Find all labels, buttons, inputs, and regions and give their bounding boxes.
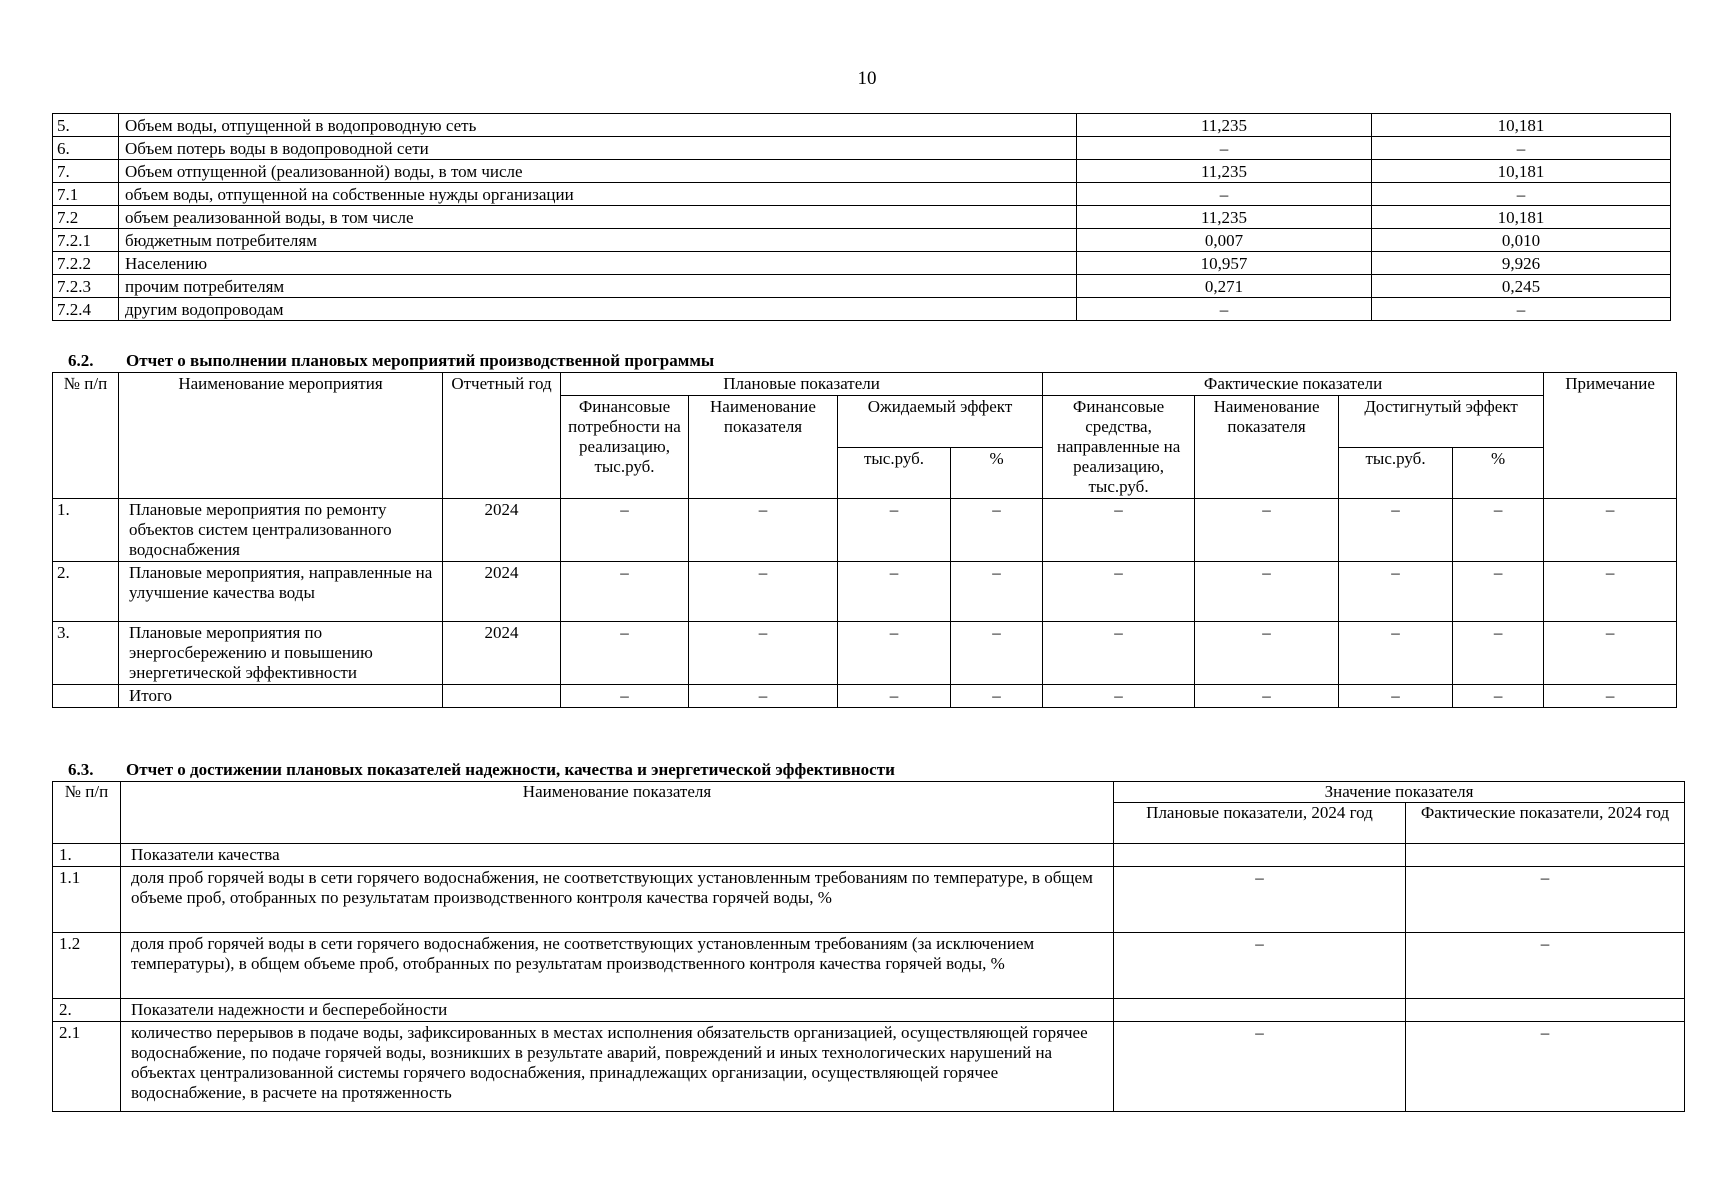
value-cell: –	[689, 622, 838, 685]
total-value-cell: –	[1339, 685, 1453, 708]
table-row	[53, 206, 1671, 229]
measure-name: Плановые мероприятия, направленные на улучшение качества воды	[119, 562, 443, 622]
fact-value: 9,926	[1372, 252, 1671, 275]
plan-value	[1114, 844, 1406, 867]
value-cell: –	[1339, 562, 1453, 622]
header-fact-effect: Достигнутый эффект	[1339, 396, 1544, 448]
plan-value: –	[1077, 183, 1372, 206]
value-cell: –	[951, 562, 1043, 622]
row-number: 1.	[53, 844, 121, 867]
table-row	[53, 622, 1677, 685]
indicator-name: Показатели качества	[121, 844, 1114, 867]
report-year: 2024	[443, 622, 561, 685]
section-title: Отчет о выполнении плановых мероприятий производственной программы	[126, 351, 715, 370]
value-cell: –	[689, 499, 838, 562]
row-number: 7.2	[53, 206, 119, 229]
row-name: Объем отпущенной (реализованной) воды, в том числе	[119, 160, 1077, 183]
value-cell: –	[838, 499, 951, 562]
report-year: 2024	[443, 499, 561, 562]
header-note: Примечание	[1544, 373, 1677, 499]
indicator-name: количество перерывов в подаче воды, зафиксированных в местах исполнения обязательств организацией, осуществляющей горячее водоснабжение, по подаче горячей воды, возникших в результате аварий, повреждений и иных технологических нарушений на объектах централизованной системы горячего водоснабжения, принадлежащих организации, осуществляющей горячее водоснабжение, в расчете на протяженность	[121, 1022, 1114, 1112]
header-measure-name: Наименование мероприятия	[119, 373, 443, 499]
header-plan-fin: Финансовые потребности на реализацию, тыс.руб.	[561, 396, 689, 499]
table-row	[53, 114, 1671, 137]
value-cell: –	[561, 622, 689, 685]
total-value-cell: –	[1195, 685, 1339, 708]
plan-value	[1114, 999, 1406, 1022]
row-name: объем реализованной воды, в том числе	[119, 206, 1077, 229]
water-volume-table	[52, 113, 1671, 321]
value-cell: –	[689, 562, 838, 622]
measure-name: Плановые мероприятия по ремонту объектов систем централизованного водоснабжения	[119, 499, 443, 562]
table-row	[53, 160, 1671, 183]
total-value-cell: –	[561, 685, 689, 708]
row-number: 1.2	[53, 933, 121, 999]
report-year	[443, 685, 561, 708]
total-value-cell: –	[951, 685, 1043, 708]
header-plan-effect: Ожидаемый эффект	[838, 396, 1043, 448]
fact-value	[1406, 844, 1685, 867]
planned-measures-table	[52, 372, 1677, 708]
indicator-name: Показатели надежности и бесперебойности	[121, 999, 1114, 1022]
table-row	[53, 183, 1671, 206]
fact-value: 10,181	[1372, 160, 1671, 183]
table-row	[53, 499, 1677, 562]
table-row	[53, 298, 1671, 321]
indicators-table	[52, 781, 1685, 1112]
value-cell: –	[838, 622, 951, 685]
fact-value: 0,010	[1372, 229, 1671, 252]
row-number: 6.	[53, 137, 119, 160]
header-fact-thous-rub: тыс.руб.	[1339, 447, 1453, 499]
value-cell: –	[1544, 499, 1677, 562]
plan-value: –	[1077, 137, 1372, 160]
indicator-name: доля проб горячей воды в сети горячего водоснабжения, не соответствующих установленным требованиям (за исключением температуры), в общем объеме проб, отобранных по результатам производственного контроля качества горячей воды, %	[121, 933, 1114, 999]
row-number: 2.1	[53, 1022, 121, 1112]
section-number: 6.3.	[68, 760, 94, 779]
value-cell: –	[1195, 562, 1339, 622]
header-fact-2024: Фактические показатели, 2024 год	[1406, 803, 1685, 844]
fact-value: 0,245	[1372, 275, 1671, 298]
value-cell: –	[1453, 499, 1544, 562]
total-value-cell: –	[1453, 685, 1544, 708]
row-name: другим водопроводам	[119, 298, 1077, 321]
table-row	[53, 844, 1685, 867]
indicator-name: доля проб горячей воды в сети горячего водоснабжения, не соответствующих установленным требованиям по температуре, в общем объеме проб, отобранных по результатам производственного контроля качества горячей воды, %	[121, 867, 1114, 933]
row-name: прочим потребителям	[119, 275, 1077, 298]
fact-value: 10,181	[1372, 206, 1671, 229]
header-plan-indicator: Наименование показателя	[689, 396, 838, 499]
header-plan-group: Плановые показатели	[561, 373, 1043, 396]
total-value-cell: –	[689, 685, 838, 708]
header-report-year: Отчетный год	[443, 373, 561, 499]
header-num: № п/п	[53, 373, 119, 499]
total-value-cell: –	[1043, 685, 1195, 708]
row-number: 2.	[53, 562, 119, 622]
table-row	[53, 252, 1671, 275]
row-number: 5.	[53, 114, 119, 137]
header-fact-fin: Финансовые средства, направленные на реализацию, тыс.руб.	[1043, 396, 1195, 499]
row-name: бюджетным потребителям	[119, 229, 1077, 252]
plan-value: –	[1114, 1022, 1406, 1112]
value-cell: –	[1043, 562, 1195, 622]
table-row	[53, 137, 1671, 160]
row-number: 1.1	[53, 867, 121, 933]
fact-value	[1406, 999, 1685, 1022]
header-fact-indicator: Наименование показателя	[1195, 396, 1339, 499]
header-value-group: Значение показателя	[1114, 782, 1685, 803]
total-label: Итого	[119, 685, 443, 708]
header-indicator-name: Наименование показателя	[121, 782, 1114, 844]
row-number: 7.2.2	[53, 252, 119, 275]
table-row	[53, 1022, 1685, 1112]
row-number: 7.2.4	[53, 298, 119, 321]
row-name: Населению	[119, 252, 1077, 275]
fact-value: –	[1406, 867, 1685, 933]
section-6-2-heading	[68, 351, 714, 371]
value-cell: –	[1453, 562, 1544, 622]
value-cell: –	[1043, 622, 1195, 685]
header-plan-thous-rub: тыс.руб.	[838, 447, 951, 499]
row-number: 7.	[53, 160, 119, 183]
section-6-3-heading	[68, 760, 895, 780]
value-cell: –	[1339, 499, 1453, 562]
row-number: 7.2.1	[53, 229, 119, 252]
table-row	[53, 275, 1671, 298]
value-cell: –	[561, 562, 689, 622]
table-row	[53, 867, 1685, 933]
value-cell: –	[951, 622, 1043, 685]
plan-value: –	[1114, 867, 1406, 933]
table-row	[53, 933, 1685, 999]
header-plan-2024: Плановые показатели, 2024 год	[1114, 803, 1406, 844]
table-row	[53, 562, 1677, 622]
value-cell: –	[1195, 622, 1339, 685]
row-number: 7.2.3	[53, 275, 119, 298]
section-title: Отчет о достижении плановых показателей надежности, качества и энергетической эффективности	[126, 760, 895, 779]
row-name: Объем потерь воды в водопроводной сети	[119, 137, 1077, 160]
fact-value: –	[1372, 137, 1671, 160]
plan-value: 0,271	[1077, 275, 1372, 298]
row-number: 3.	[53, 622, 119, 685]
value-cell: –	[1339, 622, 1453, 685]
table-row	[53, 999, 1685, 1022]
plan-value: 11,235	[1077, 206, 1372, 229]
header-plan-percent: %	[951, 447, 1043, 499]
fact-value: –	[1372, 298, 1671, 321]
plan-value: –	[1114, 933, 1406, 999]
row-number: 2.	[53, 999, 121, 1022]
value-cell: –	[1544, 562, 1677, 622]
value-cell: –	[951, 499, 1043, 562]
fact-value: –	[1406, 1022, 1685, 1112]
value-cell: –	[561, 499, 689, 562]
header-num: № п/п	[53, 782, 121, 844]
total-value-cell: –	[1544, 685, 1677, 708]
value-cell: –	[838, 562, 951, 622]
fact-value: 10,181	[1372, 114, 1671, 137]
row-name: Объем воды, отпущенной в водопроводную сеть	[119, 114, 1077, 137]
header-fact-group: Фактические показатели	[1043, 373, 1544, 396]
value-cell: –	[1043, 499, 1195, 562]
table-row	[53, 229, 1671, 252]
row-number: 1.	[53, 499, 119, 562]
row-number	[53, 685, 119, 708]
plan-value: 10,957	[1077, 252, 1372, 275]
total-value-cell: –	[838, 685, 951, 708]
total-row	[53, 685, 1677, 708]
row-number: 7.1	[53, 183, 119, 206]
report-year: 2024	[443, 562, 561, 622]
plan-value: –	[1077, 298, 1372, 321]
value-cell: –	[1544, 622, 1677, 685]
value-cell: –	[1195, 499, 1339, 562]
plan-value: 11,235	[1077, 160, 1372, 183]
plan-value: 11,235	[1077, 114, 1372, 137]
row-name: объем воды, отпущенной на собственные нужды организации	[119, 183, 1077, 206]
header-fact-percent: %	[1453, 447, 1544, 499]
page-number: 10	[857, 68, 877, 89]
fact-value: –	[1372, 183, 1671, 206]
section-number: 6.2.	[68, 351, 94, 370]
value-cell: –	[1453, 622, 1544, 685]
plan-value: 0,007	[1077, 229, 1372, 252]
measure-name: Плановые мероприятия по энергосбережению и повышению энергетической эффективности	[119, 622, 443, 685]
fact-value: –	[1406, 933, 1685, 999]
